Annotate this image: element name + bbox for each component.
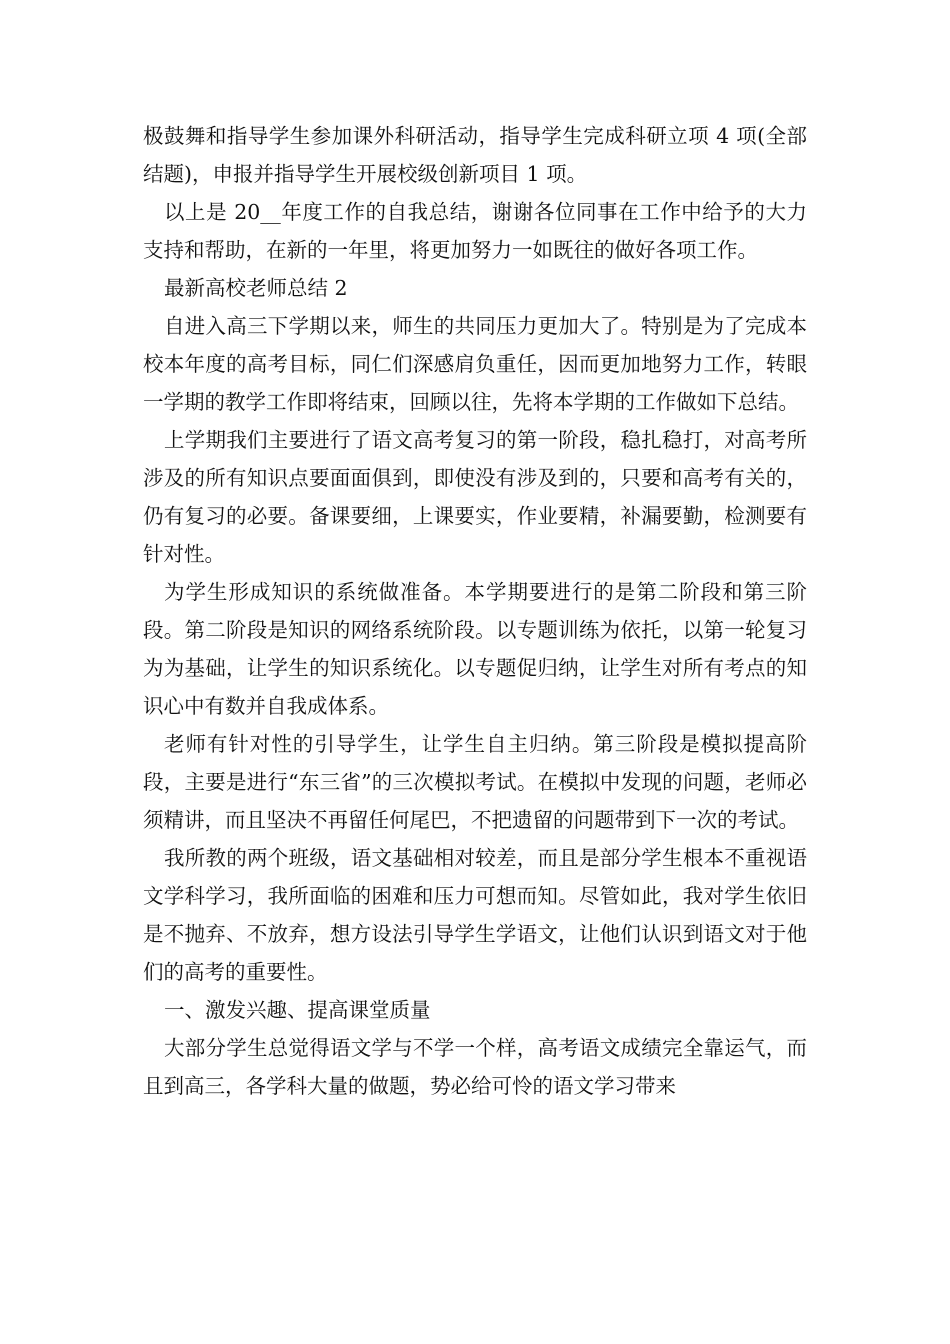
paragraph-closing-summary: 以上是 20__年度工作的自我总结，谢谢各位同事在工作中给予的大力支持和帮助，在新的一年里，将更加努力一如既往的做好各项工作。 [143,200,807,262]
paragraph-body: 老师有针对性的引导学生，让学生自主归纳。第三阶段是模拟提高阶段，主要是进行“东三省”的三次模拟考试。在模拟中发现的问题，老师必须精讲，而且坚决不再留任何尾巴，不把遗留的问题带到下一次的考试。 [143,732,807,832]
paragraph-body: 我所教的两个班级，语文基础相对较差，而且是部分学生根本不重视语文学科学习，我所面临的困难和压力可想而知。尽管如此，我对学生依旧是不抛弃、不放弃，想方设法引导学生学语文，让他们认识到语文对于他们的高考的重要性。 [143,846,807,984]
paragraph-body: 大部分学生总觉得语文学与不学一个样，高考语文成绩完全靠运气，而且到高三，各学科大量的做题，势必给可怜的语文学习带来 [143,1036,807,1098]
paragraph-body: 为学生形成知识的系统做准备。本学期要进行的是第二阶段和第三阶段。第二阶段是知识的网络系统阶段。以专题训练为依托，以第一轮复习为为基础，让学生的知识系统化。以专题促归纳，让学生对所有考点的知识心中有数并自我成体系。 [143,580,807,718]
section-heading-summary-2: 最新高校老师总结 2 [164,276,348,300]
paragraph-body: 上学期我们主要进行了语文高考复习的第一阶段，稳扎稳打，对高考所涉及的所有知识点要面面俱到，即使没有涉及到的，只要和高考有关的，仍有复习的必要。备课要细，上课要实，作业要精，补漏要勤，检测要有针对性。 [143,428,807,566]
paragraph-continuation: 极鼓舞和指导学生参加课外科研活动，指导学生完成科研立项 4 项(全部结题)，申报并指导学生开展校级创新项目 1 项。 [143,124,807,186]
section-heading-interest: 一、激发兴趣、提高课堂质量 [164,998,431,1022]
paragraph-body: 自进入高三下学期以来，师生的共同压力更加大了。特别是为了完成本校本年度的高考目标，同仁们深感肩负重任，因而更加地努力工作，转眼一学期的教学工作即将结束，回顾以往，先将本学期的工作做如下总结。 [143,314,807,414]
document-body [143,117,807,1105]
